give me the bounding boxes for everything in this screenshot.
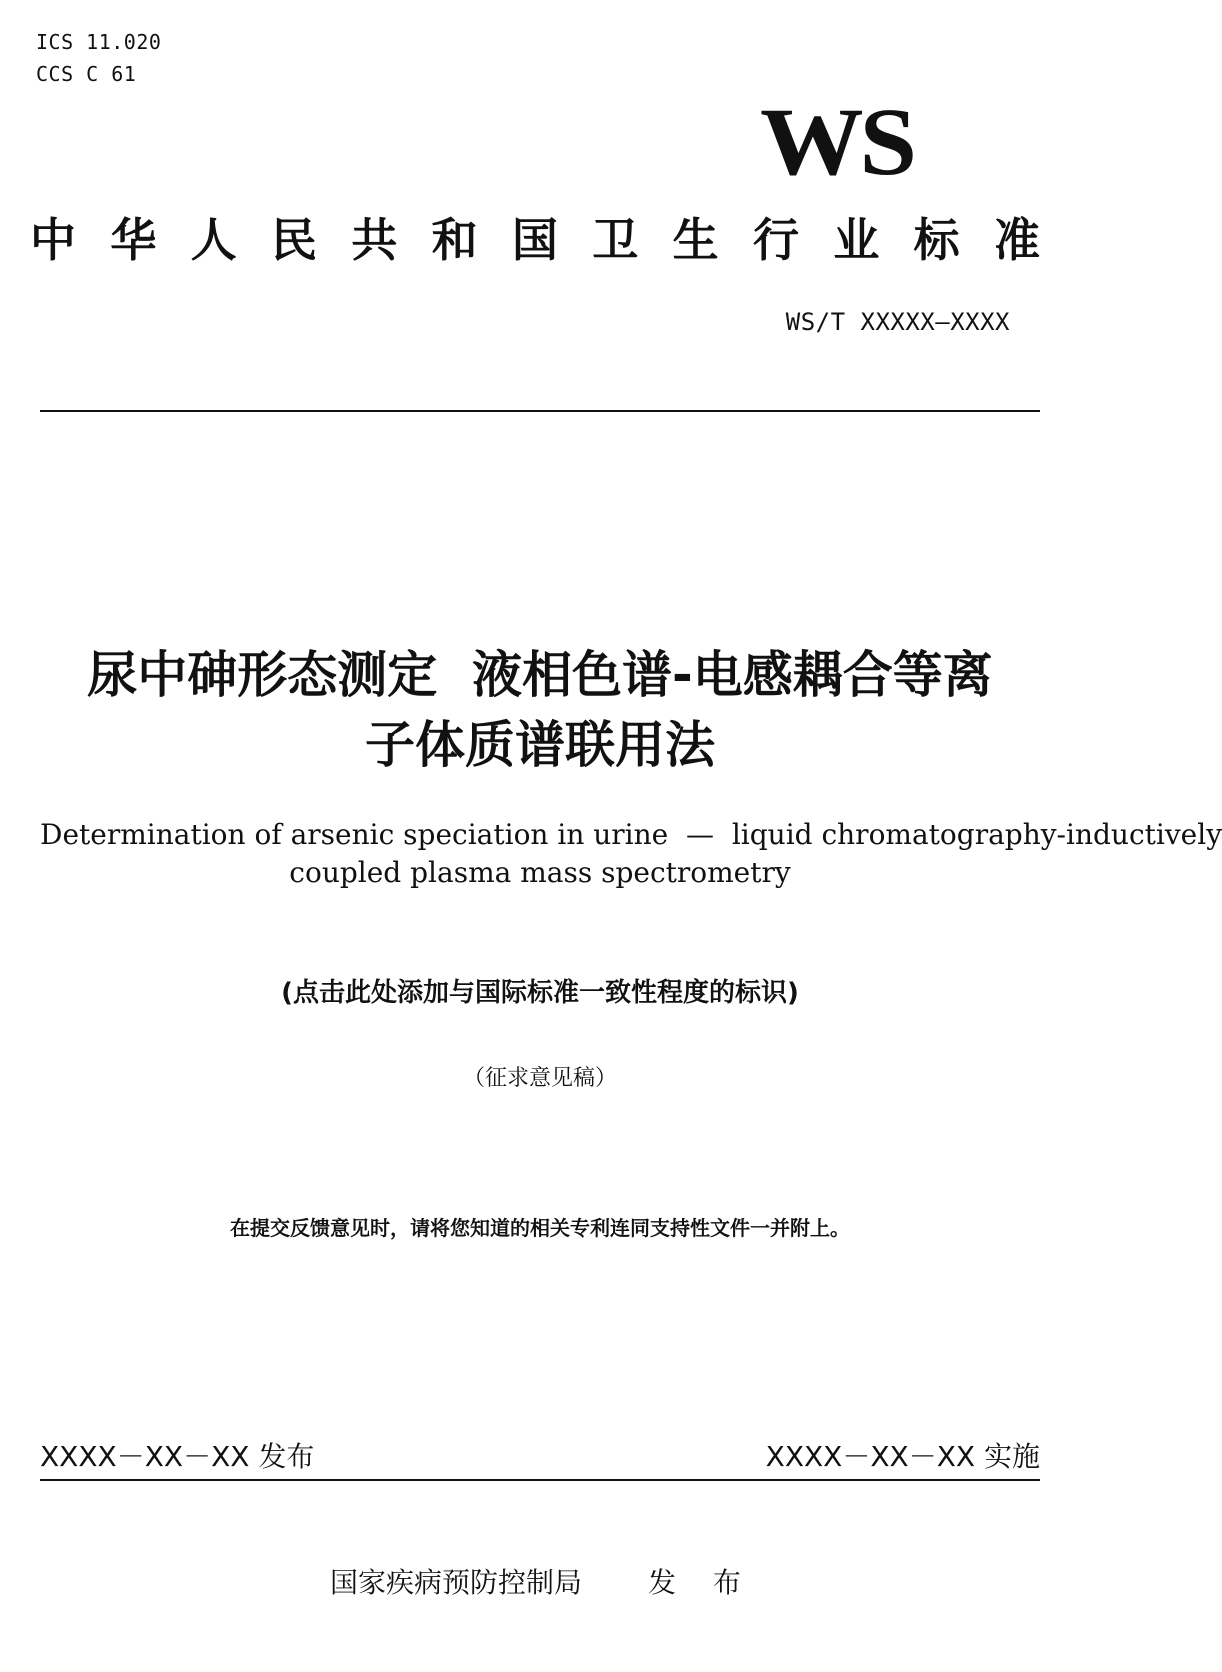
standard-name-char: 民	[270, 213, 317, 267]
implementation-date: XXXX－XX－XX 实施	[765, 1440, 1040, 1473]
standard-name-char: 人	[190, 213, 237, 267]
patent-note: 在提交反馈意见时，请将您知道的相关专利连同支持性文件一并附上。	[230, 1216, 850, 1240]
standard-name-char: 业	[833, 213, 880, 267]
title-english	[40, 816, 1222, 892]
issue-verb: 发 布	[648, 1566, 755, 1599]
standard-name-char: 中	[30, 213, 76, 267]
title-chinese-line-2: 子体质谱联用法	[365, 716, 715, 774]
release-date: XXXX－XX－XX 发布	[40, 1440, 315, 1473]
title-chinese-line-1: 尿中砷形态测定 液相色谱-电感耦合等离	[87, 646, 993, 704]
standard-name-char: 卫	[592, 213, 639, 267]
standard-name-char: 行	[752, 213, 799, 267]
ws-logo: WS	[760, 88, 913, 195]
standard-name-char: 准	[993, 213, 1040, 267]
ccs-code: CCS C 61	[36, 62, 137, 86]
standard-name-char: 华	[110, 213, 157, 267]
standard-name-char: 和	[431, 213, 478, 267]
standard-name-char: 共	[351, 213, 398, 267]
title-english-line-2: coupled plasma mass spectrometry	[289, 856, 791, 889]
draft-label: （征求意见稿）	[462, 1066, 617, 1091]
issuing-authority: 国家疾病预防控制局	[330, 1566, 583, 1599]
standard-code: WS/T XXXXX—XXXX	[785, 308, 1010, 336]
title-chinese	[40, 640, 1040, 780]
footer-divider	[40, 1479, 1040, 1481]
consistency-note: (点击此处添加与国际标准一致性程度的标识)	[281, 978, 799, 1008]
standard-name-char: 国	[511, 213, 558, 267]
ics-code: ICS 11.020	[36, 30, 162, 54]
title-english-line-1: Determination of arsenic speciation in urine — liquid chromatography-inductively	[40, 818, 1222, 851]
header-divider	[40, 410, 1040, 412]
standard-name-char: 生	[672, 213, 719, 267]
standard-name-char: 标	[913, 213, 960, 267]
standard-category-name	[30, 208, 1040, 272]
